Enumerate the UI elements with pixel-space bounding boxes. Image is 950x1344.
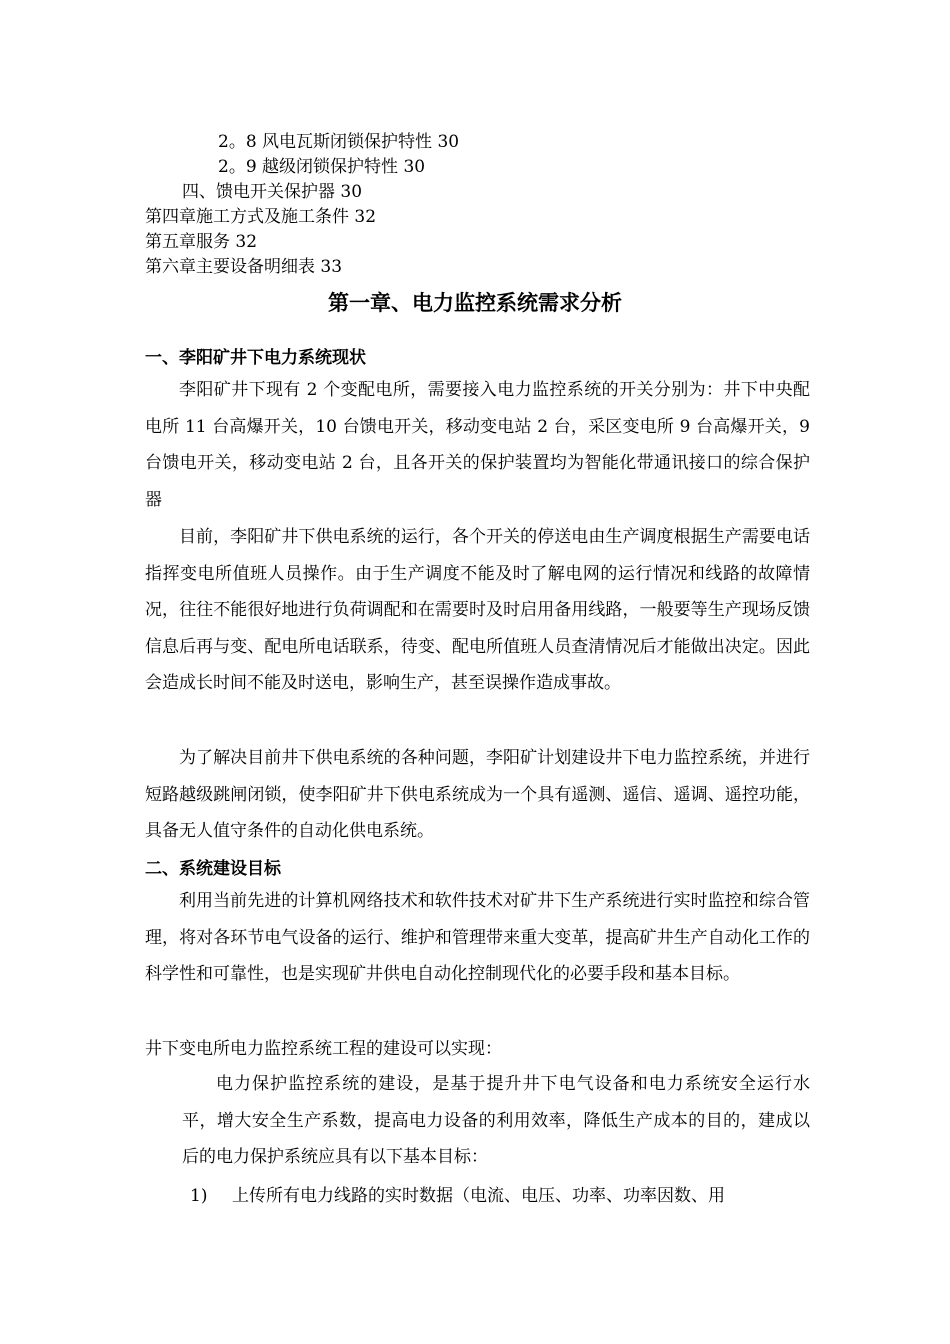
section-heading: 一、李阳矿井下电力系统现状: [145, 348, 366, 368]
body-paragraph: 目前，李阳矿井下供电系统的运行，各个开关的停送电由生产调度根据生产需要电话指挥变电所值班人员操作。由于生产调度不能及时了解电网的运行情况和线路的故障情况，往往不能很好地进行负荷调配和在需要时及时启用备用线路，一般要等生产现场反馈信息后再与变、配电所电话联系，待变、配电所值班人员查清情况后才能做出决定。因此会造成长时间不能及时送电，影响生产，甚至误操作造成事故。: [145, 527, 810, 693]
toc-entry: 2。8 风电瓦斯闭锁保护特性 30: [218, 132, 460, 152]
body-paragraph: 李阳矿井下现有 2 个变配电所，需要接入电力监控系统的开关分别为：井下中央配电所 11 台高爆开关，10 台馈电开关，移动变电站 2 台，采区变电所 9 台高爆开关，9 台馈电开关，移动变电站 2 台，且各开关的保护装置均为智能化带通讯接口的综合保护器: [145, 380, 810, 510]
chapter-title: 第一章、电力监控系统需求分析: [328, 291, 622, 315]
toc-entry: 四、馈电开关保护器 30: [182, 182, 363, 202]
toc-entry: 第四章施工方式及施工条件 32: [145, 207, 377, 227]
body-paragraph: 利用当前先进的计算机网络技术和软件技术对矿井下生产系统进行实时监控和综合管理，将对各环节电气设备的运行、维护和管理带来重大变革，提高矿井生产自动化工作的科学性和可靠性，也是实现矿井供电自动化控制现代化的必要手段和基本目标。: [145, 891, 810, 984]
toc-entry: 2。9 越级闭锁保护特性 30: [218, 157, 426, 177]
toc-entry: 第五章服务 32: [145, 232, 258, 252]
toc-entry: 第六章主要设备明细表 33: [145, 257, 343, 277]
section-heading: 二、系统建设目标: [145, 859, 281, 879]
body-paragraph: 为了解决目前井下供电系统的各种问题，李阳矿计划建设井下电力监控系统，并进行短路越级跳闸闭锁，使李阳矿井下供电系统成为一个具有遥测、遥信、遥调、遥控功能，具备无人值守条件的自动化供电系统。: [145, 748, 810, 841]
body-paragraph: 井下变电所电力监控系统工程的建设可以实现：: [145, 1039, 502, 1059]
list-item-text: 上传所有电力线路的实时数据（电流、电压、功率、功率因数、用: [232, 1186, 725, 1206]
body-paragraph: 电力保护监控系统的建设，是基于提升井下电气设备和电力系统安全运行水平，增大安全生产系数，提高电力设备的利用效率，降低生产成本的目的，建成以后的电力保护系统应具有以下基本目标：: [182, 1074, 810, 1167]
list-item-number: 1): [190, 1186, 208, 1206]
list-item: [190, 1178, 810, 1214]
